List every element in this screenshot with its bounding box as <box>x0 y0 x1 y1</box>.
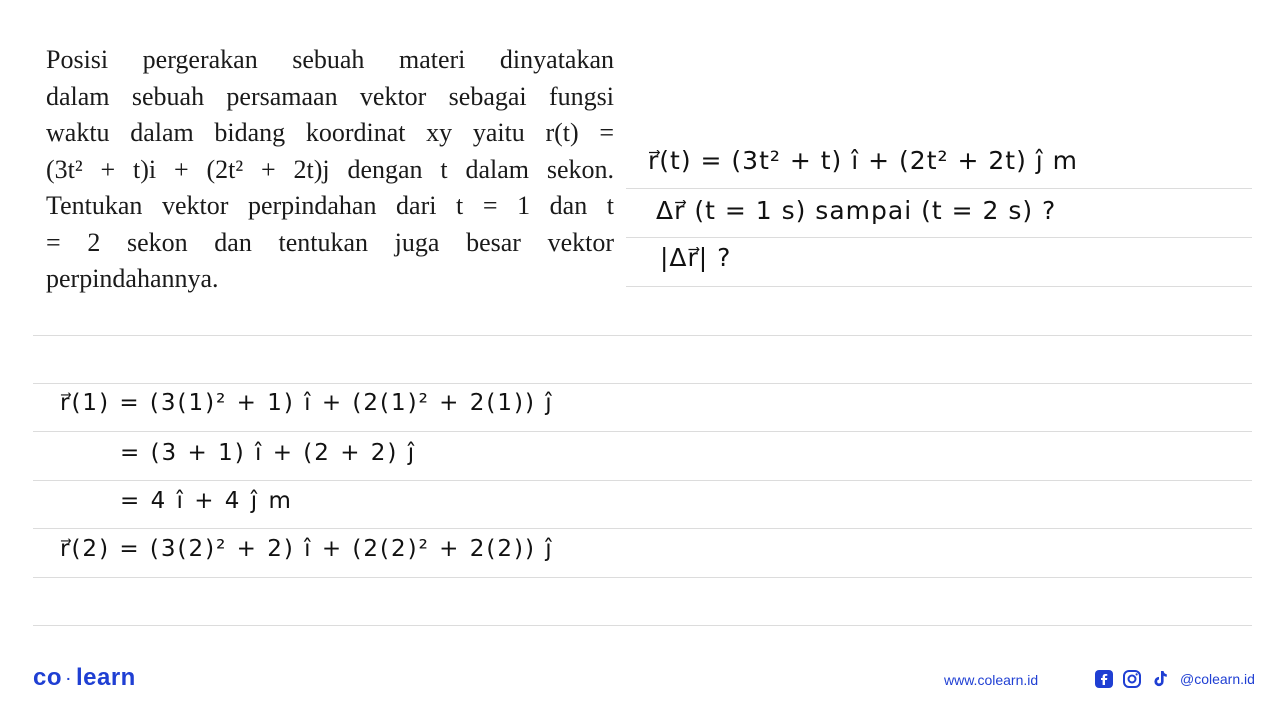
question-magnitude: |Δr⃗| ? <box>660 243 732 272</box>
ruled-line <box>33 528 1252 529</box>
problem-statement <box>46 42 614 298</box>
social-handle[interactable]: @colearn.id <box>1180 671 1255 687</box>
problem-line: dalam sebuah persamaan vektor sebagai fungsi <box>46 81 614 111</box>
work-line-r1-result: = 4 î + 4 ĵ m <box>120 488 293 514</box>
problem-line: Tentukan vektor perpindahan dari t = 1 dan t <box>46 191 614 220</box>
logo-text-right: learn <box>75 664 136 691</box>
facebook-icon[interactable] <box>1094 669 1114 689</box>
given-equation: r⃗(t) = (3t² + t) î + (2t² + 2t) ĵ m <box>648 146 1079 175</box>
ruled-line <box>33 383 1252 384</box>
website-url[interactable]: www.colearn.id <box>944 672 1039 688</box>
tiktok-icon[interactable] <box>1150 669 1170 689</box>
ruled-line <box>33 625 1252 626</box>
problem-line: perpindahannya. <box>46 264 219 293</box>
work-line-r1-step: = (3 + 1) î + (2 + 2) ĵ <box>120 440 417 466</box>
ruled-line <box>33 577 1252 578</box>
problem-line: (3t² + t)i + (2t² + 2t)j dengan t dalam sekon. <box>46 154 614 184</box>
colearn-logo <box>33 664 136 692</box>
problem-line: waktu dalam bidang koordinat xy yaitu r(t) = <box>46 118 614 147</box>
ruled-line <box>33 335 1252 336</box>
problem-line: = 2 sekon dan tentukan juga besar vektor <box>46 227 614 257</box>
ruled-line <box>33 480 1252 481</box>
ruled-line <box>33 431 1252 432</box>
ruled-line <box>626 237 1252 238</box>
ruled-line <box>626 286 1252 287</box>
logo-text-left: co <box>33 664 63 691</box>
ruled-line <box>626 188 1252 189</box>
work-line-r2: r⃗(2) = (3(2)² + 2) î + (2(2)² + 2(2)) ĵ <box>60 536 554 562</box>
logo-dot: · <box>62 670 76 687</box>
problem-line: Posisi pergerakan sebuah materi dinyatakan <box>46 45 614 74</box>
social-links <box>1094 669 1255 689</box>
question-displacement: Δr⃗ (t = 1 s) sampai (t = 2 s) ? <box>656 196 1057 225</box>
work-line-r1: r⃗(1) = (3(1)² + 1) î + (2(1)² + 2(1)) ĵ <box>60 390 554 416</box>
instagram-icon[interactable] <box>1122 669 1142 689</box>
